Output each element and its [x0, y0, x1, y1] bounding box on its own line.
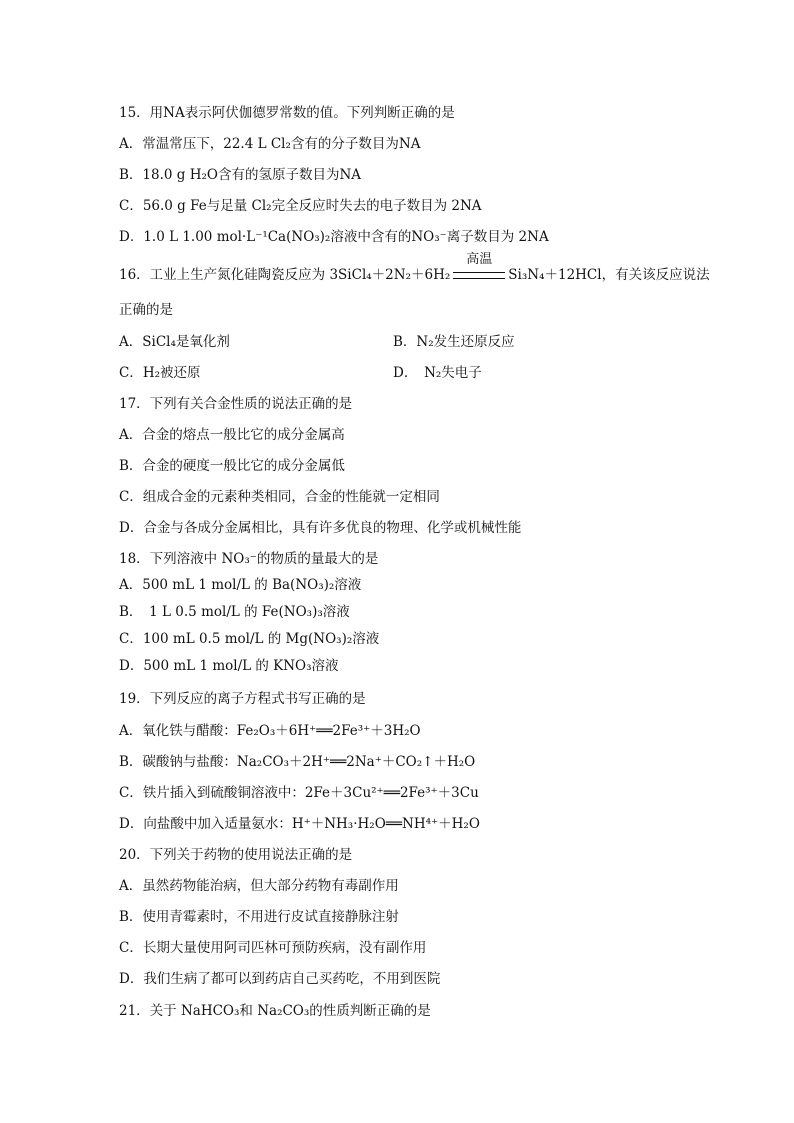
- question-21-stem: 21．关于 NaHCO₃和 Na₂CO₃的性质判断正确的是: [119, 1003, 431, 1019]
- equals-sign: [453, 272, 505, 279]
- question-16-option-d: D． N₂失电子: [393, 365, 482, 381]
- question-20-option-b: B．使用青霉素时，不用进行皮试直接静脉注射: [119, 909, 399, 925]
- question-15-option-b: B．18.0 g H₂O含有的氢原子数目为NA: [119, 167, 362, 183]
- question-15-option-a: A．常温常压下，22.4 L Cl₂含有的分子数目为NA: [119, 136, 421, 152]
- question-15-option-d: D．1.0 L 1.00 mol·L⁻¹Ca(NO₃)₂溶液中含有的NO₃⁻离子数目为 2NA: [119, 229, 549, 245]
- question-18-option-b: B． 1 L 0.5 mol/L 的 Fe(NO₃)₃溶液: [119, 604, 350, 620]
- question-16-option-c: C．H₂被还原: [119, 365, 201, 381]
- reaction-condition-label: 高温: [466, 252, 493, 267]
- question-16-stem-after: Si₃N₄＋12HCl，有关该反应说法: [508, 267, 710, 283]
- question-18-option-a: A．500 mL 1 mol/L 的 Ba(NO₃)₂溶液: [119, 577, 362, 593]
- question-19-option-c: C．铁片插入到硫酸铜溶液中：2Fe＋3Cu²⁺══2Fe³⁺＋3Cu: [119, 785, 479, 801]
- question-20-option-a: A．虽然药物能治病，但大部分药物有毒副作用: [119, 878, 399, 894]
- question-15-option-c: C．56.0 g Fe与足量 Cl₂完全反应时失去的电子数目为 2NA: [119, 198, 482, 214]
- question-16-option-b: B．N₂发生还原反应: [393, 334, 515, 350]
- question-16-option-a: A．SiCl₄是氧化剂: [119, 334, 230, 350]
- reaction-condition: [450, 252, 508, 284]
- question-17-option-a: A．合金的熔点一般比它的成分金属高: [119, 427, 345, 443]
- question-16-stem-continued: 正确的是: [119, 302, 173, 318]
- question-17-option-b: B．合金的硬度一般比它的成分金属低: [119, 458, 345, 474]
- question-20-stem: 20．下列关于药物的使用说法正确的是: [119, 847, 353, 863]
- question-15-stem: 15．用NA表示阿伏伽德罗常数的值。下列判断正确的是: [119, 105, 455, 121]
- question-17-stem: 17．下列有关合金性质的说法正确的是: [119, 396, 353, 412]
- question-16-stem: [119, 252, 710, 284]
- question-18-stem: 18．下列溶液中 NO₃⁻的物质的量最大的是: [119, 551, 379, 567]
- question-17-option-d: D．合金与各成分金属相比，具有许多优良的物理、化学或机械性能: [119, 520, 522, 536]
- question-19-option-a: A．氧化铁与醋酸：Fe₂O₃＋6H⁺══2Fe³⁺＋3H₂O: [119, 723, 421, 739]
- question-19-option-d: D．向盐酸中加入适量氨水：H⁺＋NH₃·H₂O══NH⁴⁺＋H₂O: [119, 816, 480, 832]
- question-19-option-b: B．碳酸钠与盐酸：Na₂CO₃＋2H⁺══2Na⁺＋CO₂↑＋H₂O: [119, 754, 476, 770]
- question-20-option-d: D．我们生病了都可以到药店自己买药吃，不用到医院: [119, 971, 441, 987]
- question-20-option-c: C．长期大量使用阿司匹林可预防疾病，没有副作用: [119, 940, 427, 956]
- question-19-stem: 19．下列反应的离子方程式书写正确的是: [119, 691, 366, 707]
- question-17-option-c: C．组成合金的元素种类相同，合金的性能就一定相同: [119, 489, 440, 505]
- question-18-option-d: D．500 mL 1 mol/L 的 KNO₃溶液: [119, 658, 339, 674]
- question-16-stem-before: 16．工业上生产氮化硅陶瓷反应为 3SiCl₄＋2N₂＋6H₂: [119, 267, 451, 283]
- question-18-option-c: C．100 mL 0.5 mol/L 的 Mg(NO₃)₂溶液: [119, 631, 380, 647]
